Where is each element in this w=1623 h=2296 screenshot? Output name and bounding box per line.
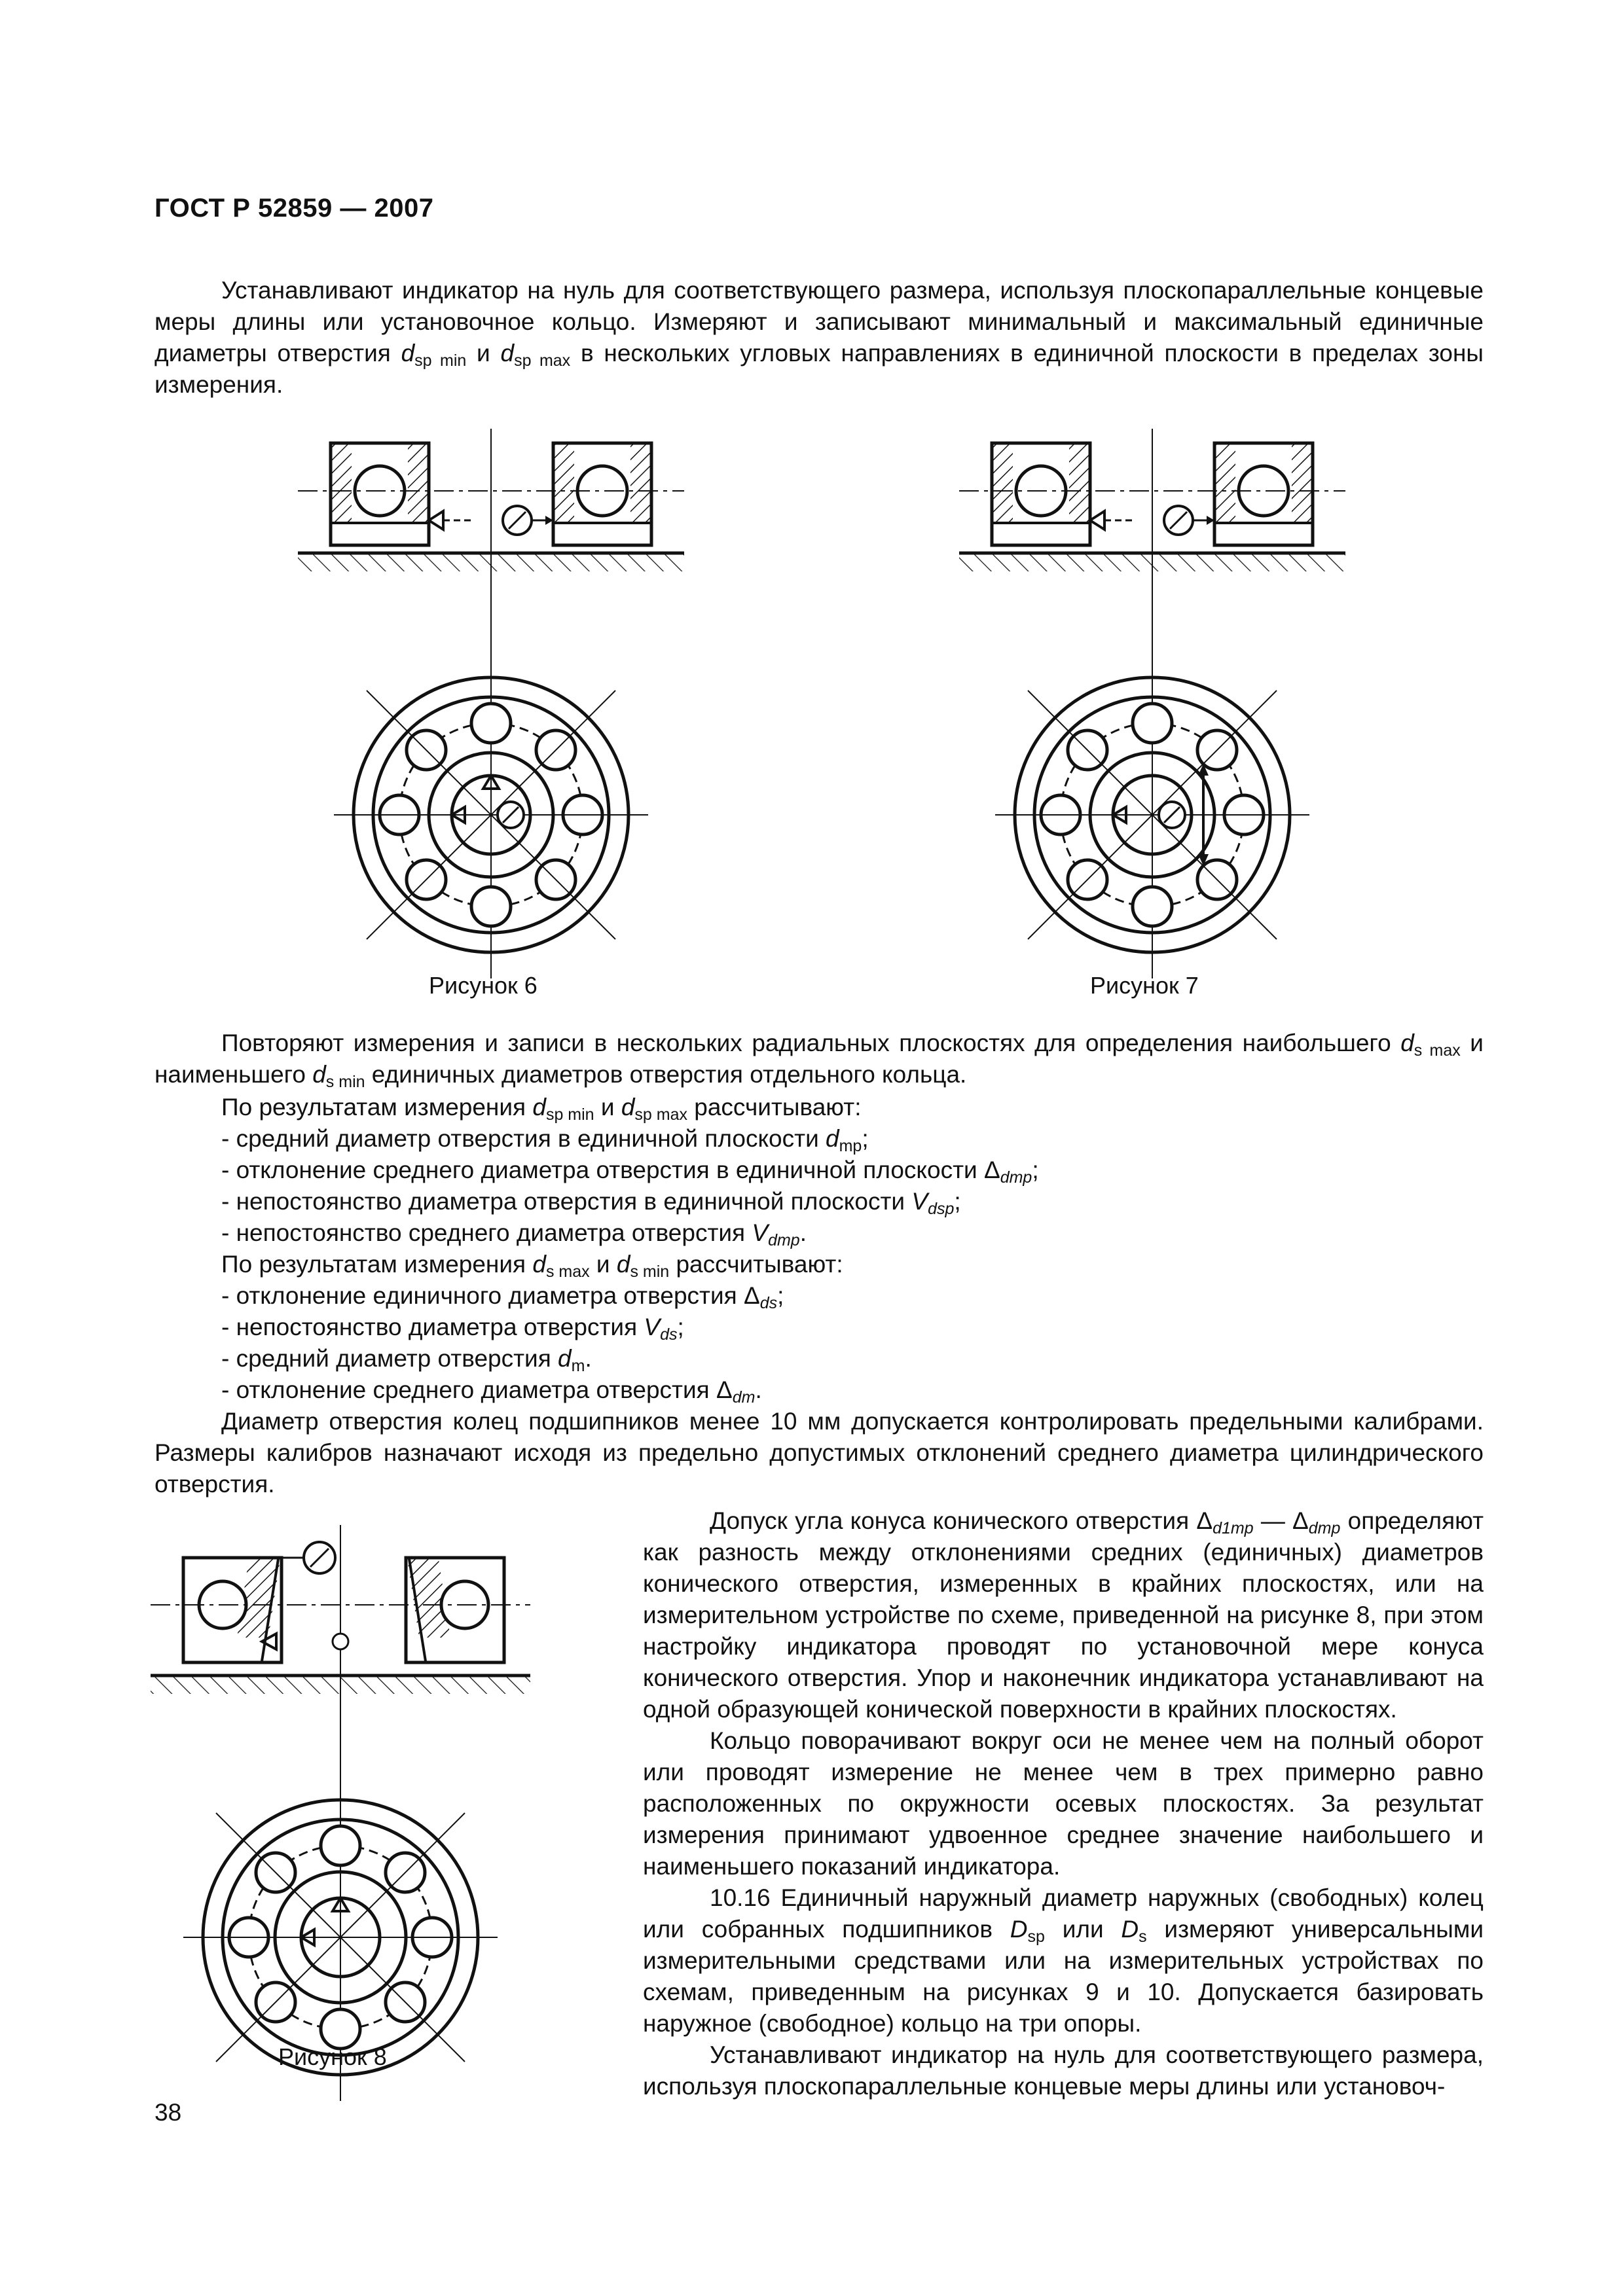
page-number: 38 bbox=[155, 2099, 182, 2126]
paragraph-limit-gauges: Диаметр отверстия колец подшипников менее 10 мм допускается контролировать предельными калибрами. Размеры калибров назначают исходя из предельно допустимых отклонений среднего диаметра цилиндрического отверстия. bbox=[155, 1408, 1484, 1498]
list-item: - отклонение среднего диаметра отверстия в единичной плоскости $\Delta_{dmp}$; bbox=[221, 1157, 1039, 1187]
list1-intro: По результатам измерения $d_{sp min}$ и $d_{sp max}$ рассчитывают: bbox=[221, 1094, 862, 1124]
paragraph-cone-angle-tolerance: Допуск угла конуса конического отверстия $\Delta_{d1mp}$ — $\Delta_{dmp}$ определяют как разность между отклонениями средних (единичных) диаметров конического отверстия, измеренных в крайних плоскостях, или на измерительном устройстве по схеме, приведенной на рисунке 8, при этом настройку индикатора проводят по установочной мере конуса конического отверстия. Упор и наконечник индикатора устанавливают на одной образующей конической поверхности в крайних плоскостях. bbox=[643, 1507, 1484, 1723]
document-header: ГОСТ Р 52859 — 2007 bbox=[155, 194, 434, 223]
list-item: - отклонение единичного диаметра отверстия $\Delta_{ds}$; bbox=[221, 1282, 784, 1312]
figure-7-diagram bbox=[959, 429, 1345, 978]
list-item: - непостоянство среднего диаметра отверстия $V_{dmp}$. bbox=[221, 1219, 807, 1249]
paragraph-indicator-zero: Устанавливают индикатор на нуль для соответствующего размера, используя плоскопараллельные концевые меры длины или установоч- bbox=[643, 2041, 1484, 2100]
paragraph-ring-rotation: Кольцо поворачивают вокруг оси не менее чем на полный оборот или проводят измерение не менее чем в трех примерно равно расположенных по окружности осевых плоскостях. За результат измерения принимают удвоенное среднее значение наибольшего и наименьшего показаний индикатора. bbox=[643, 1727, 1484, 1880]
list-item: - средний диаметр отверстия $d_m$. bbox=[221, 1345, 592, 1375]
figure-7-caption: Рисунок 7 bbox=[1090, 972, 1199, 999]
figure-6-diagram bbox=[298, 429, 684, 978]
paragraph-10-16-outer-diameter: 10.16 Единичный наружный диаметр наружных (свободных) колец или собранных подшипников $D_{sp}$ или $D_s$ измеряют универсальными измерительными средствами или на измерительных устройствах по схемам, приведенным на рисунках 9 и 10. Допускается базировать наружное (свободное) кольцо на три опоры. bbox=[643, 1884, 1484, 2037]
list-item: - непостоянство диаметра отверстия в единичной плоскости $V_{dsp}$; bbox=[221, 1188, 961, 1218]
list-item: - отклонение среднего диаметра отверстия $\Delta_{dm}$. bbox=[221, 1376, 762, 1407]
list-item: - средний диаметр отверстия в единичной плоскости $d_{mp}$; bbox=[221, 1125, 869, 1155]
figure-8-diagram bbox=[151, 1525, 530, 2101]
paragraph-indicator-setup: Устанавливают индикатор на нуль для соответствующего размера, используя плоскопараллельные концевые меры длины или установочное кольцо. Измеряют и записывают минимальный и максимальный единичные диаметры отверстия $d_{sp min}$ и $d_{sp max}$ в нескольких угловых направлениях в единичной плоскости в пределах зоны измерения. bbox=[155, 277, 1484, 398]
list2-intro: По результатам измерения $d_{s max}$ и $d_{s min}$ рассчитывают: bbox=[221, 1251, 843, 1281]
list-item: - непостоянство диаметра отверстия $V_{ds}$; bbox=[221, 1314, 684, 1344]
paragraph-repeat-measurements: Повторяют измерения и записи в нескольких радиальных плоскостях для определения наибольшего $d_{s max}$ и наименьшего $d_{s min}$ единичных диаметров отверстия отдельного кольца. bbox=[155, 1030, 1484, 1091]
figure-8-caption: Рисунок 8 bbox=[278, 2043, 387, 2070]
figure-6-caption: Рисунок 6 bbox=[429, 972, 538, 999]
